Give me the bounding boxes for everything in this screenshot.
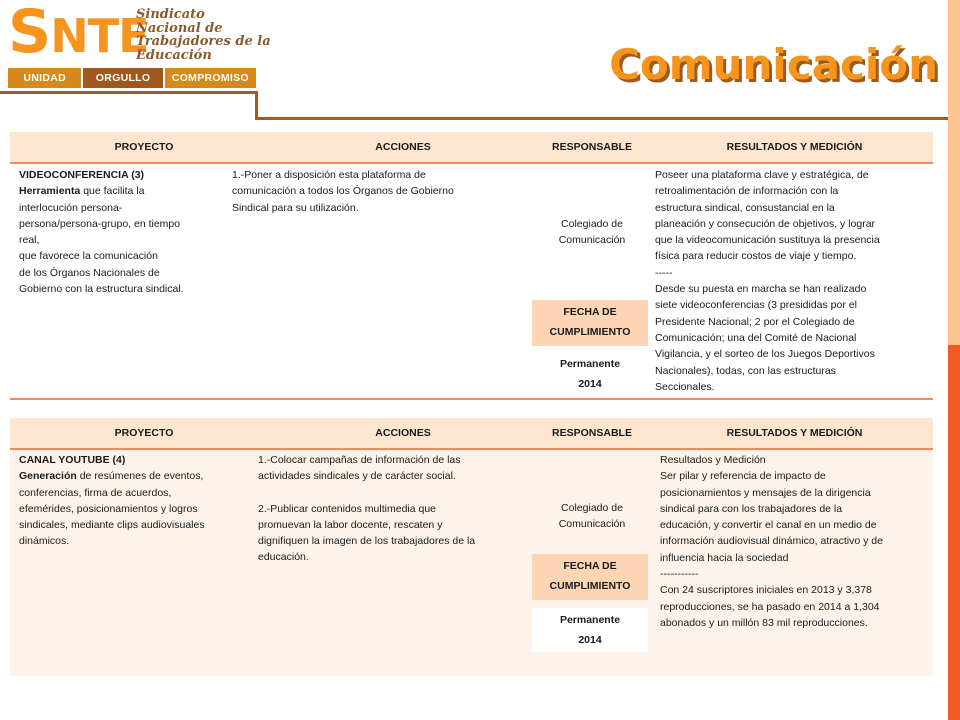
responsible-cell: Colegiado de Comunicación (558, 218, 626, 247)
motto-orgullo: ORGULLO (81, 68, 164, 88)
logo-wordmark: SNTE (8, 0, 149, 67)
table-body (10, 450, 933, 676)
table-header (10, 418, 933, 450)
project-table-youtube (10, 418, 933, 676)
actions-cell: 1.-Poner a disposición esta plataforma de comunicación a todos los Órganos de Gobierno Sindical para su utilización. (232, 169, 454, 214)
fecha-cumplimiento-box: FECHA DE CUMPLIMIENTO (532, 300, 648, 346)
header-acciones: ACCIONES (375, 141, 431, 153)
motto-unidad: UNIDAD (8, 68, 81, 88)
actions-cell: 1.-Colocar campañas de información de las actividades sindicales y de carácter social. 2.-Publicar contenidos multimedia que promuevan la labor docente, rescaten y dignifiquen la imagen de los trabajadores de la educación. (258, 454, 476, 564)
permanente-label: Permanente 2014 (559, 358, 621, 390)
decorative-line (0, 91, 258, 94)
decorative-line (255, 117, 948, 120)
logo-full-name: Sindicato Nacional de Trabajadores de la Educación (136, 7, 271, 63)
project-table-videoconferencia (10, 132, 933, 400)
header-resultados: RESULTADOS Y MEDICIÓN (726, 427, 863, 439)
project-title: CANAL YOUTUBE (4) (19, 454, 126, 466)
results-cell: Poseer una plataforma clave y estratégica, de retroalimentación de información con la estructura sindical, consustancial en la planeación y consecución de objetivos, y lograr que la videocomunicación sustituya la presencia física para reducir costos de viaje y tiempo. ----- Desde su puesta en marcha se han realizado siete videoconferencias (3 presididas por el Presidente Nacional; 2 por el Colegiado de Comunicación; una del Comité de Nacional Vigilancia, y el sorteo de los Juegos Deportivos Nacionales), todas, con las estructuras Seccionales. (655, 169, 880, 393)
project-cell: VIDEOCONFERENCIA (3) Herramienta que facilita la interlocución persona- persona/persona-grupo, en tiempo real, que favorece la comunicación de los Órganos Nacionales de Gobierno con la estructura sindical. (19, 169, 184, 296)
header-proyecto: PROYECTO (114, 427, 174, 439)
permanente-label: Permanente 2014 (532, 608, 648, 652)
right-edge-accent-dark (948, 345, 960, 720)
motto-compromiso: COMPROMISO (165, 68, 256, 88)
project-title: VIDEOCONFERENCIA (3) (19, 169, 145, 181)
header-resultados: RESULTADOS Y MEDICIÓN (726, 141, 863, 153)
decorative-line (255, 91, 258, 119)
table-header (10, 132, 933, 164)
results-cell: Resultados y Medición Ser pilar y referencia de impacto de posicionamientos y mensajes de la dirigencia sindical para con los trabajadores de la educación, y convertir el canal en un medio de información audiovisual dinámico, atractivo y de influencia hacia la sociedad ----------- Con 24 suscriptores iniciales en 2013 y 3,378 reproducciones, se ha pasado en 2014 a 1,304 abonados y un millón 83 mil reproducciones. (660, 454, 883, 629)
header-responsable: RESPONSABLE (552, 427, 632, 439)
right-edge-accent-light (948, 0, 960, 345)
project-cell: CANAL YOUTUBE (4) Generación de resúmenes de eventos, conferencias, firma de acuerdos, efemérides, posicionamientos y logros sindicales, mediante clips audiovisuales dinámicos. (19, 454, 205, 548)
header-acciones: ACCIONES (375, 427, 431, 439)
page-title: Comunicación (609, 40, 938, 89)
responsible-cell: Colegiado de Comunicación (558, 502, 626, 531)
header-proyecto: PROYECTO (114, 141, 174, 153)
table-body (10, 164, 933, 400)
fecha-cumplimiento-box: FECHA DE CUMPLIMIENTO (532, 554, 648, 600)
header-responsable: RESPONSABLE (552, 141, 632, 153)
